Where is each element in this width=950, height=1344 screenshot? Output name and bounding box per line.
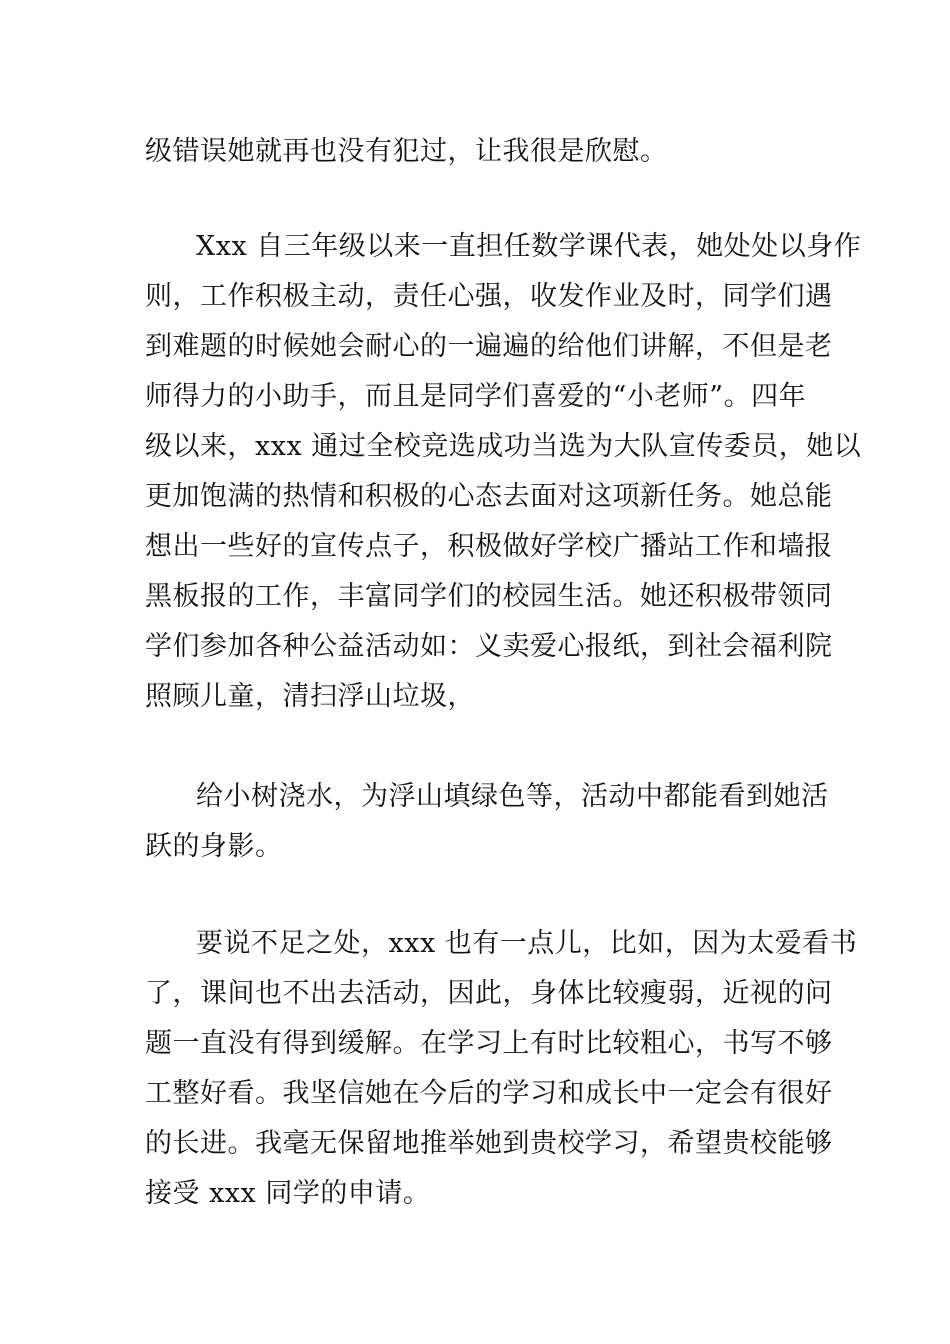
- paragraph-4-line-4: 工整好看。我坚信她在今后的学习和成长中一定会有很好: [145, 1078, 833, 1109]
- paragraph-2-line-6: 更加饱满的热情和积极的心态去面对这项新任务。她总能: [145, 481, 833, 512]
- paragraph-2-line-9: 学们参加各种公益活动如：义卖爱心报纸，到社会福利院: [145, 631, 833, 662]
- paragraph-4-line-1: 要说不足之处，xxx 也有一点儿，比如，因为太爱看书: [196, 928, 858, 959]
- paragraph-2-line-2: 则，工作积极主动，责任心强，收发作业及时，同学们遇: [145, 281, 833, 312]
- paragraph-3-line-1: 给小树浇水，为浮山填绿色等，活动中都能看到她活: [196, 781, 829, 812]
- paragraph-2-line-5: 级以来，xxx 通过全校竞选成功当选为大队宣传委员，她以: [145, 431, 862, 462]
- paragraph-2-line-4: 师得力的小助手，而且是同学们喜爱的“小老师”。四年: [145, 381, 807, 412]
- paragraph-1-line-1: 级错误她就再也没有犯过，让我很是欣慰。: [145, 136, 668, 167]
- paragraph-4-line-3: 题一直没有得到缓解。在学习上有时比较粗心，书写不够: [145, 1028, 833, 1059]
- paragraph-4-line-6: 接受 xxx 同学的申请。: [145, 1178, 431, 1209]
- paragraph-2-line-7: 想出一些好的宣传点子，积极做好学校广播站工作和墙报: [145, 531, 833, 562]
- paragraph-2-line-8: 黑板报的工作，丰富同学们的校园生活。她还积极带领同: [145, 581, 833, 612]
- paragraph-4-line-5: 的长进。我毫无保留地推举她到贵校学习，希望贵校能够: [145, 1128, 833, 1159]
- paragraph-4-line-2: 了，课间也不出去活动，因此，身体比较瘦弱，近视的问: [145, 978, 833, 1009]
- paragraph-2-line-10: 照顾儿童，清扫浮山垃圾，: [145, 681, 475, 712]
- paragraph-2-line-3: 到难题的时候她会耐心的一遍遍的给他们讲解，不但是老: [145, 331, 833, 362]
- paragraph-3-line-2: 跃的身影。: [145, 831, 283, 862]
- paragraph-2-line-1: Xxx 自三年级以来一直担任数学课代表，她处处以身作: [196, 231, 862, 262]
